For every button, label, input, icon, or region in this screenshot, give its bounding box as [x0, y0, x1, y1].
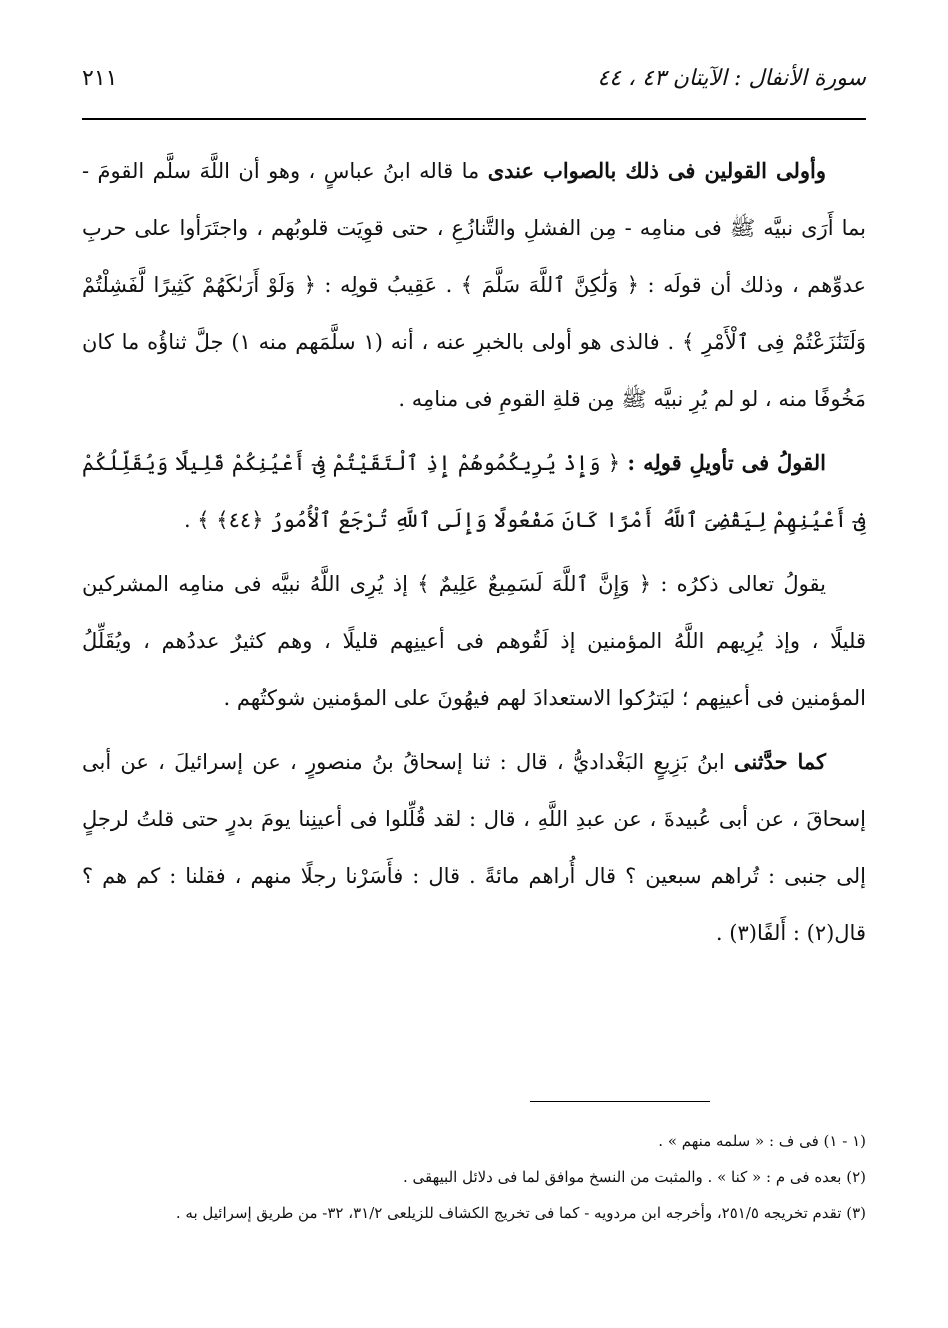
- header-title: سورة الأنفال : الآيتان ٤٣ ، ٤٤: [597, 65, 866, 91]
- paragraph-lead: وأولى القولين فى ذلك بالصواب عندى: [487, 158, 827, 183]
- main-text: [82, 142, 866, 968]
- paragraph: [82, 434, 866, 549]
- paragraph-lead: كما حدَّثنى: [733, 749, 826, 774]
- paragraph-text: يقولُ تعالى ذكرُه : ﴿ وَإِنَّ ٱللَّهَ لَسَمِيعٌ عَلِيمٌ ﴾ إذ يُرِى اللَّهُ نبيَّه فى منامِه المشركين قليلًا ، وإذ يُرِيهم اللَّهُ المؤمنين إذ لَقُوهم فى أعينِهم قليلًا ، وهم كثيرٌ عددُهم ، ويُقَلِّلُ المؤمنين فى أعينِهم ؛ ليَترُكوا الاستعدادَ لهم فيهُونَ على المؤمنين شوكتُهم .: [82, 572, 866, 710]
- paragraph-lead: القولُ فى تأويلِ قولِه :: [627, 450, 826, 475]
- paragraph: [82, 733, 866, 962]
- footnote: (٢) بعده فى م : « كنا » . والمثبت من النسخ موافق لما فى دلائل البيهقى .: [402, 1168, 866, 1186]
- page-number: ٢١١: [82, 65, 118, 91]
- paragraph: [82, 555, 866, 727]
- footnote-rule: [530, 1101, 710, 1102]
- footnotes: [82, 1125, 866, 1233]
- paragraph-text: ﴿ وَإِذْ يُرِيكُمُوهُمْ إِذِ ٱلْتَقَيْتُمْ فِىٓ أَعْيُنِكُمْ قَلِيلًا وَيُقَلِّلُكُمْ فِىٓ أَعْيُنِهِمْ لِيَقْضِىَ ٱللَّهُ أَمْرًا كَانَ مَفْعُولًا وَإِلَى ٱللَّهِ تُرْجَعُ ٱلْأُمُورُ ﴿٤٤﴾ ﴾ .: [82, 451, 866, 532]
- paragraph-text: ما قاله ابنُ عباسٍ ، وهو أن اللَّهَ سلَّم القومَ - بما أَرَى نبيَّه ﷺ فى منامِه - مِن الفشلِ والتَّنازُعِ ، حتى قوِيَت قلوبُهم ، واجتَرَأوا على حربِ عدوِّهم ، وذلك أن قولَه : ﴿ وَلَٰكِنَّ ٱللَّهَ سَلَّمَ ﴾ . عَقِيبُ قولِه : ﴿ وَلَوْ أَرَىٰكَهُمْ كَثِيرًا لَّفَشِلْتُمْ وَلَتَنَٰزَعْتُمْ فِى ٱلْأَمْرِ ﴾ . فالذى هو أولى بالخبرِ عنه ، أنه (١ سلَّمَهم منه ١) جلَّ ثناؤُه ما كان مَخُوفًا منه ، لو لم يُرِ نبيَّه ﷺ مِن قلةِ القومِ فى منامِه .: [82, 159, 867, 411]
- header-rule: [82, 118, 866, 120]
- footnote: (٣) تقدم تخريجه ٢٥١/٥، وأخرجه ابن مردويه - كما فى تخريج الكشاف للزيلعى ٣١/٢، ٣٢- من طريق إسرائيل به .: [175, 1204, 866, 1222]
- running-header: [82, 56, 866, 100]
- paragraph-text: ابنُ بَزِيعٍ البَغْداديُّ ، قال : ثنا إسحاقُ بنُ منصورٍ ، عن إسرائيلَ ، عن أبى إسحاقَ ، عن أبى عُبيدةَ ، عن عبدِ اللَّهِ ، قال : لقد قُلِّلوا فى أعينِنا يومَ بدرٍ حتى قلتُ لرجلٍ إلى جنبى : تُراهم سبعين ؟ قال أُراهم مائةً . قال : فأَسَرْنا رجلًا منهم ، فقلنا : كم هم ؟ قال(٢) : أَلفًا(٣) .: [82, 750, 866, 945]
- paragraph: [82, 142, 866, 428]
- footnote: (١ - ١) فى ف : « سلمه منهم » .: [658, 1132, 866, 1150]
